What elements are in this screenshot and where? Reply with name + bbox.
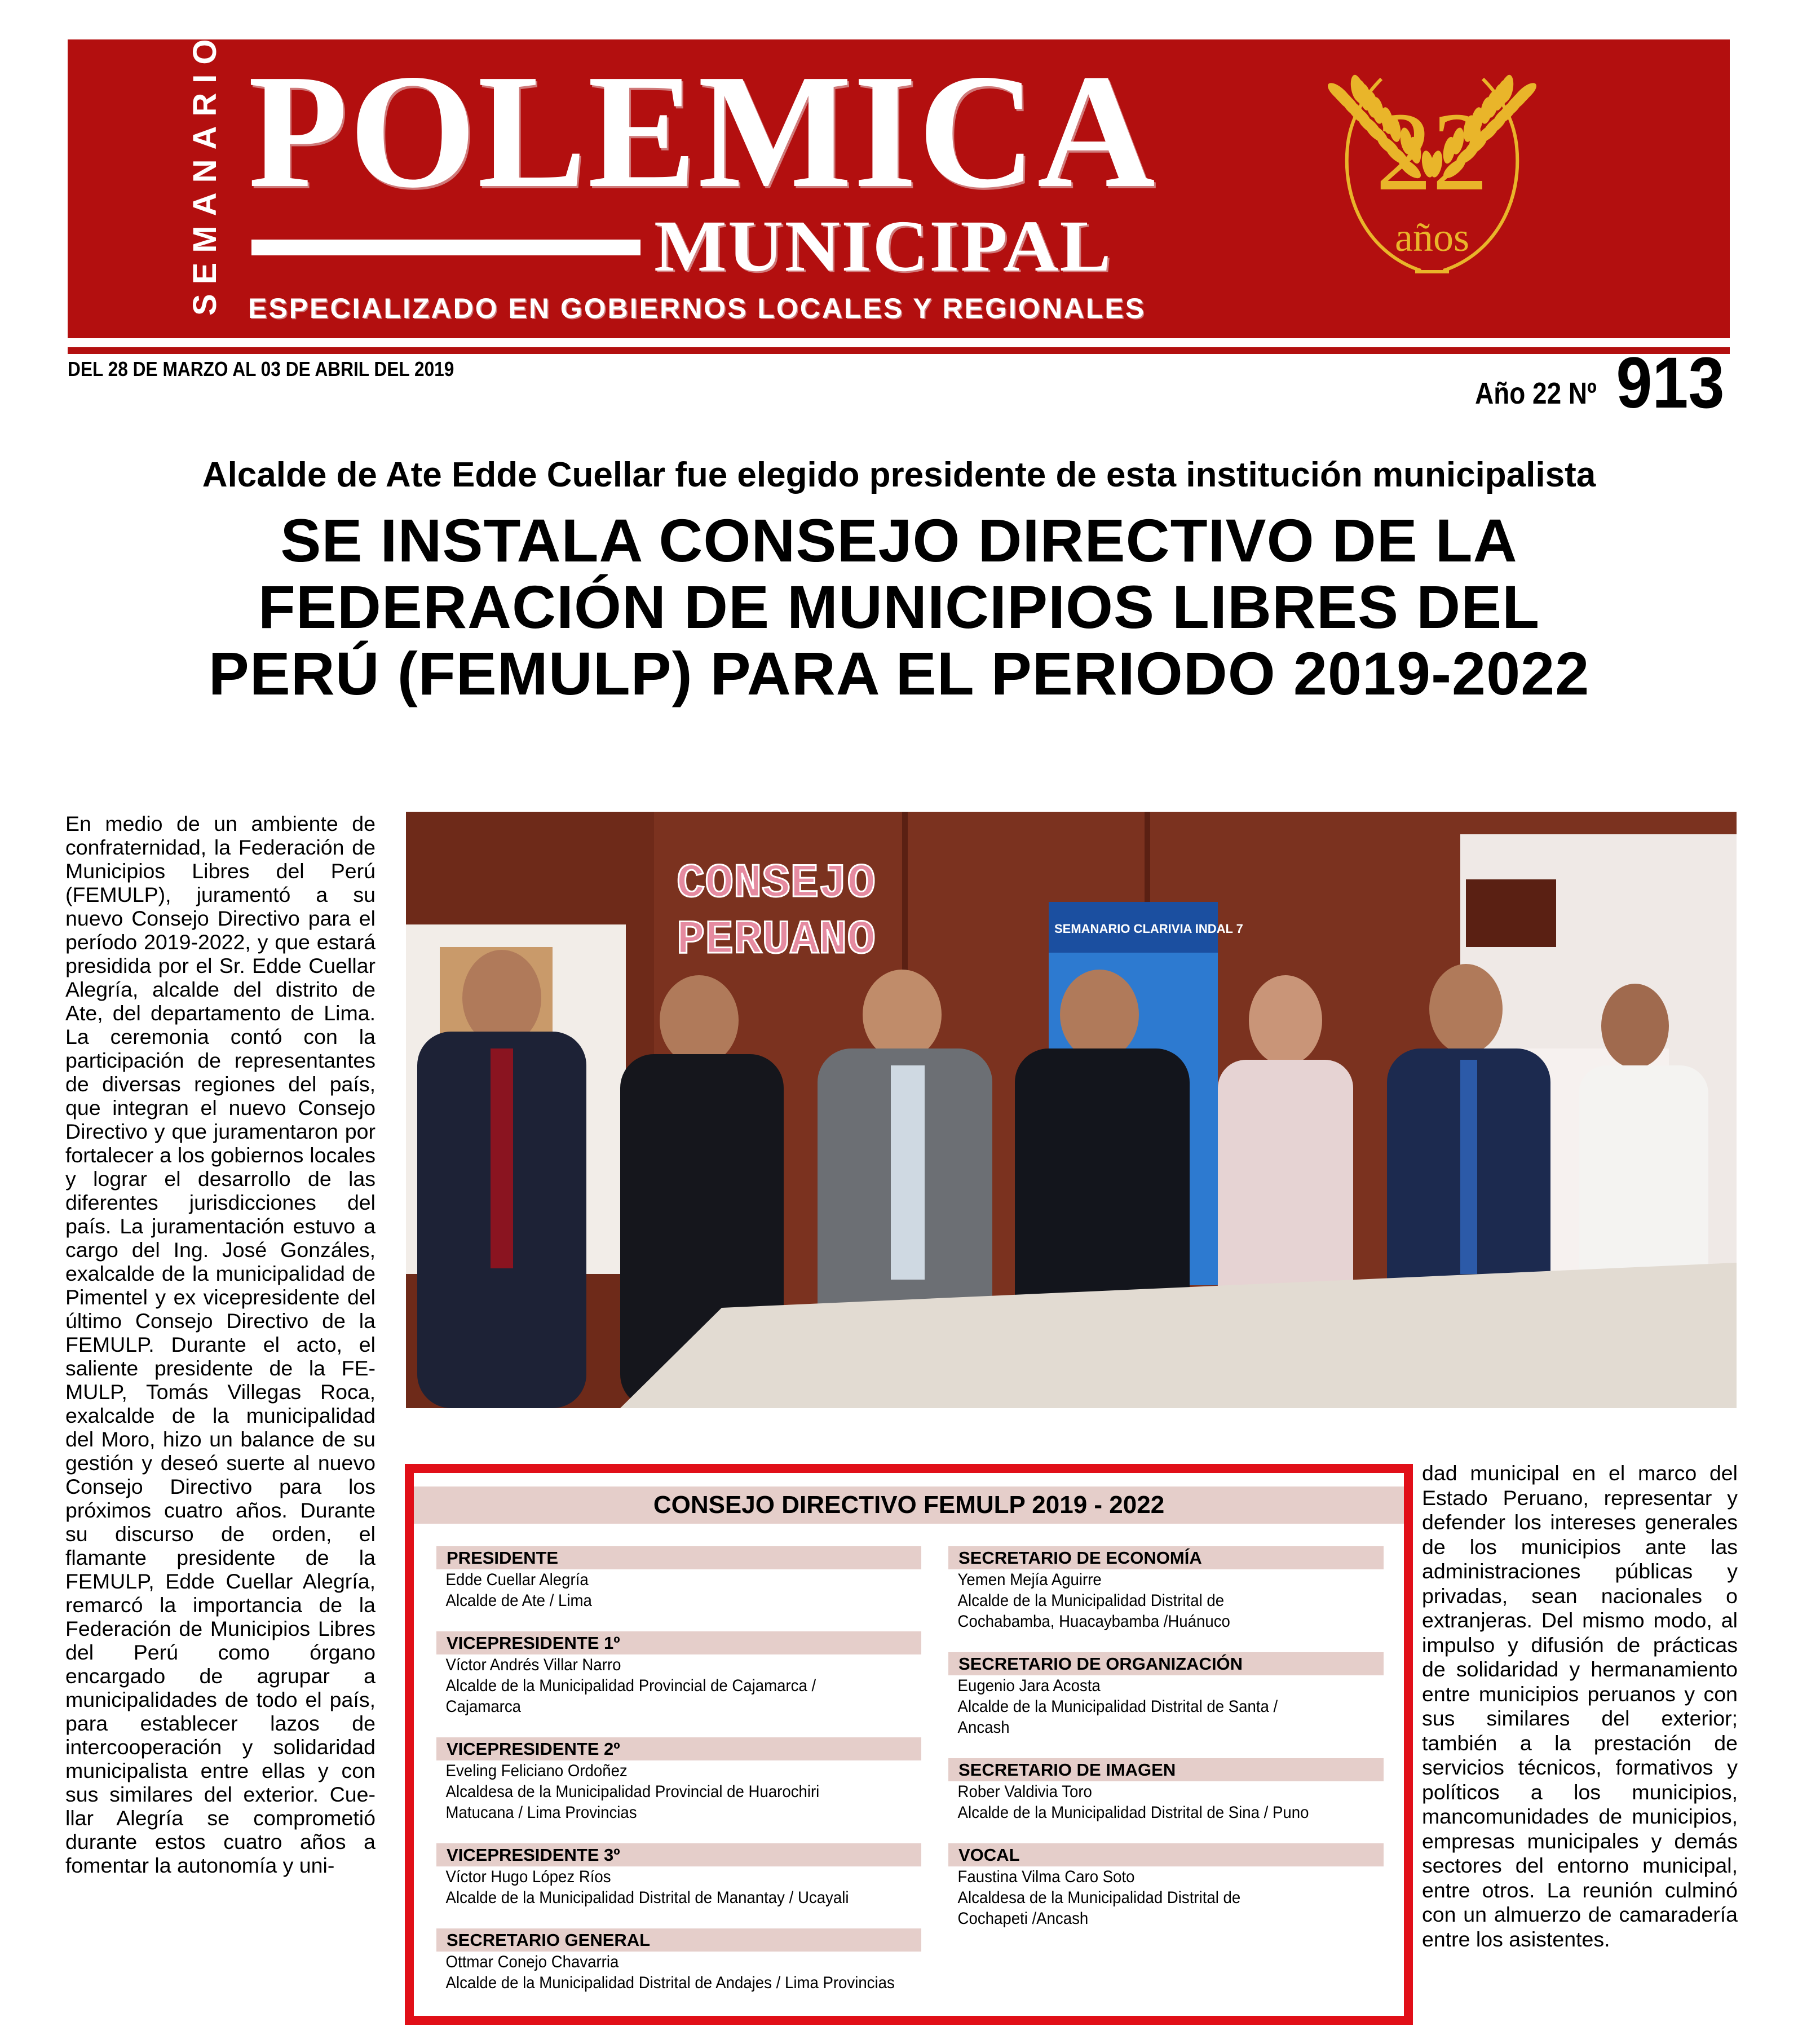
board-line: Ancash [957, 1718, 1010, 1737]
board-line: Alcaldesa de la Municipalidad Provincial de Huarochiri [445, 1782, 820, 1801]
article-headline [0, 507, 1798, 707]
wall-sign-line: PERUANO [677, 914, 876, 967]
board-line: Alcalde de Ate / Lima [445, 1591, 592, 1610]
board-role: SECRETARIO DE ORGANIZACIÓN [948, 1652, 1384, 1675]
board-role: VICEPRESIDENTE 2º [436, 1737, 921, 1760]
board-role: VICEPRESIDENTE 3º [436, 1843, 921, 1866]
board-entry [948, 1843, 1384, 1929]
headline-line: SE INSTALA CONSEJO DIRECTIVO DE LA [280, 506, 1518, 574]
board-box [405, 1464, 1413, 2025]
board-entry [436, 1928, 921, 1993]
board-line: Eveling Feliciano Ordoñez [445, 1762, 628, 1780]
board-line: Alcalde de la Municipalidad Distrital de Sina / Puno [957, 1803, 1309, 1822]
logo-title-bottom: MUNICIPAL [654, 206, 1112, 287]
board-line: Cochapeti /Ancash [957, 1909, 1089, 1928]
article-photo [406, 812, 1737, 1408]
board-role: SECRETARIO DE ECONOMÍA [948, 1546, 1384, 1569]
issue-number: 913 [1616, 343, 1725, 423]
issue-year-label: Año 22 Nº [1474, 377, 1597, 410]
board-entry [948, 1652, 1384, 1738]
board-entry [436, 1843, 921, 1908]
anniversary-number: 22 [1376, 90, 1488, 214]
board-line: Alcalde de la Municipalidad Provincial de Cajamarca / [445, 1676, 816, 1695]
issue-date-range: DEL 28 DE MARZO AL 03 DE ABRIL DEL 2019 [68, 357, 454, 381]
board-entry [948, 1546, 1384, 1632]
board-entry [436, 1546, 921, 1611]
board-line: Cajamarca [445, 1697, 522, 1716]
board-line: Eugenio Jara Acosta [957, 1676, 1101, 1695]
board-column-right [948, 1546, 1384, 1949]
board-entry [948, 1758, 1384, 1823]
board-line: Yemen Mejía Aguirre [957, 1570, 1102, 1589]
board-title: CONSEJO DIRECTIVO FEMULP 2019 - 2022 [414, 1486, 1404, 1524]
board-line: Alcalde de la Municipalidad Distrital de Manantay / Ucayali [445, 1888, 849, 1907]
board-line: Alcalde de la Municipalidad Distrital de Andajes / Lima Provincias [445, 1974, 895, 1992]
logo-divider-bar [251, 240, 640, 255]
anniversary-label: años [1395, 215, 1469, 260]
board-line: Víctor Hugo López Ríos [445, 1868, 611, 1886]
article-body-right: dad municipal en el marco del Estado Peruano, representar y defender los intereses generales de los municipios ante las administraciones públicas y privadas, sean nacionales o extranjeras. Del mismo modo, al impulso y difusión de prácticas de solidaridad y hermanamiento entre municipios peruanos y con sus similares del exterior; también a la prestación de servicios técnicos, formativos y políticos a los municipios, mancomunidades de municipios, empresas municipales y demás sectores del entorno municipal, entre otros. La reunión culminó con un almuerzo de camaradería entre los asistentes. [1422, 1461, 1738, 1951]
board-entry [436, 1631, 921, 1717]
board-role: SECRETARIO DE IMAGEN [948, 1758, 1384, 1781]
board-column-left [436, 1546, 921, 2014]
headline-line: FEDERACIÓN DE MUNICIPIOS LIBRES DEL [258, 573, 1540, 641]
banner-text: SEMANARIO CLARIVIA INDAL 7 [1054, 922, 1243, 936]
board-line: Cochabamba, Huacaybamba /Huánuco [957, 1612, 1230, 1631]
board-role: PRESIDENTE [436, 1546, 921, 1569]
board-line: Edde Cuellar Alegría [445, 1570, 589, 1589]
board-line: Alcalde de la Municipalidad Distrital de [957, 1591, 1225, 1610]
board-role: VICEPRESIDENTE 1º [436, 1631, 921, 1654]
masthead-kicker: SEMANARIO [187, 29, 223, 316]
photo-scene [406, 812, 1737, 1408]
board-line: Faustina Vilma Caro Soto [957, 1868, 1135, 1886]
article-body-left: En medio de un ambiente de confraternidad, la Federación de Municipios Libres del Perú (FEMULP), juramentó a su nuevo Consejo Directivo para el período 2019-2022, y que estará presidida por el Sr. Edde Cuellar Alegría, alcalde del distrito de Ate, del departamento de Lima. La ceremonia contó con la participación de representantes de diversas regiones del país, que integran el nuevo Consejo Directivo y que juramentaron por fortalecer a los gobiernos locales y lograr el desarrollo de las diferentes jurisdicciones del país. La juramentación estuvo a cargo del Ing. José Gonzáles, exalcalde de la municipalidad de Pimentel y ex vicepresidente del último Consejo Directivo de la FEMULP. Durante el acto, el saliente presidente de la FEMULP, Tomás Villegas Roca, exalcalde de la municipalidad del Moro, hizo un balance de su gestión y deseó suerte al nuevo Consejo Directivo para los próximos cuatro años. Durante su discurso de orden, el flamante presidente de la FEMULP, Edde Cuellar Alegría, remarcó la importancia de la Federación de Municipios Libres del Perú como órgano encargado de agrupar a municipalidades de todo el país, para establecer lazos de intercooperación y solidaridad municipalista entre ellas y con sus similares del exterior. Cuellar Alegría se comprometió durante estos cuatro años a fomentar la autonomía y uni- [65, 812, 375, 1877]
board-line: Alcalde de la Municipalidad Distrital de Santa / [957, 1697, 1278, 1716]
logo-title-top: POLEMICA [248, 41, 1156, 222]
headline-line: PERÚ (FEMULP) PARA EL PERIODO 2019-2022 [208, 639, 1590, 707]
board-line: Rober Valdivia Toro [957, 1782, 1092, 1801]
issue-number-block [1454, 343, 1725, 423]
board-role: SECRETARIO GENERAL [436, 1928, 921, 1952]
board-line: Alcaldesa de la Municipalidad Distrital de [957, 1888, 1241, 1907]
board-line: Matucana / Lima Provincias [445, 1803, 637, 1822]
board-line: Víctor Andrés Villar Narro [445, 1656, 621, 1674]
article-kicker: Alcalde de Ate Edde Cuellar fue elegido presidente de esta institución municipalista [202, 455, 1596, 494]
wall-sign-line: CONSEJO [677, 857, 876, 911]
board-role: VOCAL [948, 1843, 1384, 1866]
board-entry [436, 1737, 921, 1823]
board-line: Ottmar Conejo Chavarria [445, 1953, 619, 1971]
masthead-tagline: ESPECIALIZADO EN GOBIERNOS LOCALES Y REGIONALES [248, 293, 1146, 324]
